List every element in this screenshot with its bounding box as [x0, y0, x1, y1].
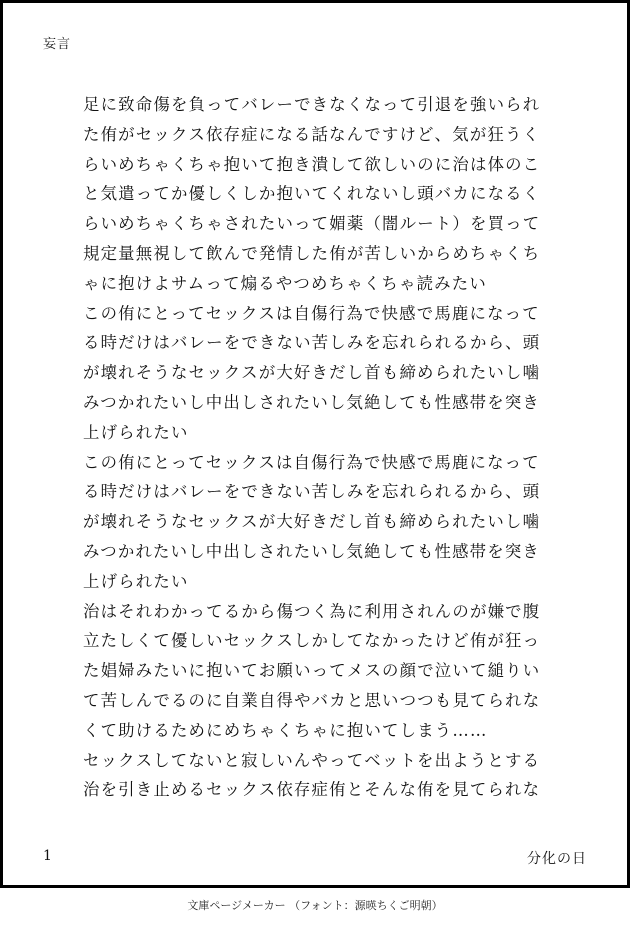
credit-line: 文庫ページメーカー （フォント：源暎ちくご明朝） [187, 899, 443, 912]
paragraph: セックスしてないと寂しいんやってベットを出ようとする治を引き止めるセックス依存症侑とそんな侑を見てられな [83, 750, 541, 800]
paragraph: この侑にとってセックスは自傷行為で快感で馬鹿になってる時だけはバレーをできない苦しみを忘れられるから、頭が壊れそうなセックスが大好きだし首も締められたいし噛みつかれたいし中出しされたいし気絶しても性感帯を突き上げられたい [83, 303, 541, 442]
paragraph: 治はそれわかってるから傷つく為に利用されんのが嫌で腹立たしくて優しいセックスしかしてなかったけど侑が狂った娼婦みたいに抱いてお願いってメスの顔で泣いて縋りいて苦しんでるのに自業自得やバカと思いつつも見てられなくて助けるためにめちゃくちゃに抱いてしまう…… [83, 601, 541, 740]
page-number: 1 [43, 848, 52, 864]
section-title: 分化の日 [527, 851, 587, 867]
chapter-header: 妄言 [43, 37, 72, 52]
body-text [83, 90, 553, 805]
paragraph: 足に致命傷を負ってバレーできなくなって引退を強いられた侑がセックス依存症になる話なんですけど、気が狂うくらいめちゃくちゃ抱いて抱き潰して欲しいのに治は体のこと気遣ってか優しくしか抱いてくれないし頭バカになるくらいめちゃくちゃされたいって媚薬（闇ルート）を買って規定量無視して飲んで発情した侑が苦しいからめちゃくちゃに抱けよサムって煽るやつめちゃくちゃ読みたい [83, 95, 541, 293]
paragraph: この侑にとってセックスは自傷行為で快感で馬鹿になってる時だけはバレーをできない苦しみを忘れられるから、頭が壊れそうなセックスが大好きだし首も締められたいし噛みつかれたいし中出しされたいし気絶しても性感帯を突き上げられたい [83, 452, 541, 591]
